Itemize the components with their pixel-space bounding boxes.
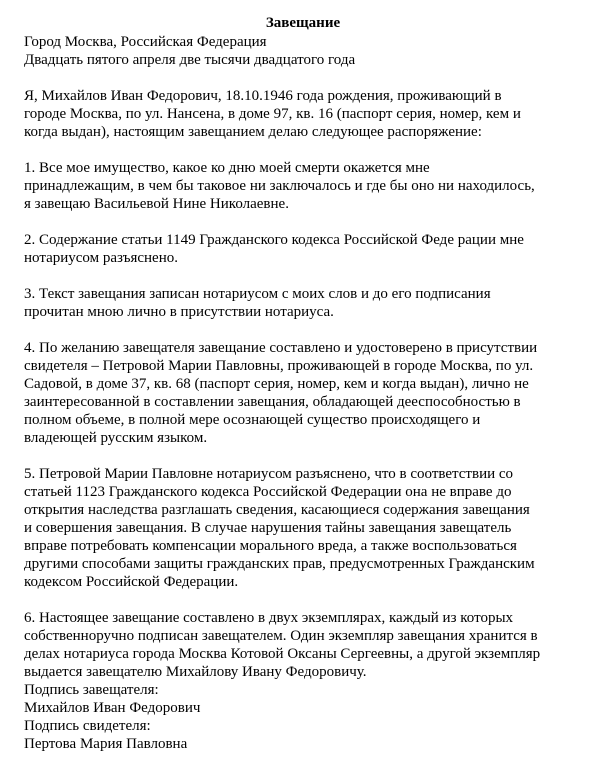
text-line: когда выдан), настоящим завещанием делаю следующее распоряжение: bbox=[24, 124, 482, 140]
clause-1 bbox=[24, 159, 582, 213]
clause-2 bbox=[24, 231, 582, 267]
text-line: другими способами защиты гражданских прав, предусмотренных Гражданским bbox=[24, 556, 535, 572]
witness-name: Пертова Мария Павловна bbox=[24, 736, 188, 752]
witness-signature-label: Подпись свидетеля: bbox=[24, 718, 151, 734]
text-line: выдается завещателю Михайлову Ивану Федоровичу. bbox=[24, 664, 367, 680]
text-line: 3. Текст завещания записан нотариусом с моих слов и до его подписания bbox=[24, 286, 491, 302]
place-line: Город Москва, Российская Федерация bbox=[24, 34, 267, 50]
text-line: Я, Михайлов Иван Федорович, 18.10.1946 года рождения, проживающий в bbox=[24, 88, 502, 104]
spacer bbox=[24, 321, 582, 339]
spacer bbox=[24, 591, 582, 609]
spacer bbox=[24, 69, 582, 87]
spacer bbox=[24, 447, 582, 465]
text-line: полном объеме, в полной мере осознающей существо происходящего и bbox=[24, 412, 481, 428]
spacer bbox=[24, 213, 582, 231]
testator-signature-label: Подпись завещателя: bbox=[24, 682, 159, 698]
text-line: открытия наследства разглашать сведения, касающиеся содержания завещания bbox=[24, 502, 530, 518]
text-line: 2. Содержание статьи 1149 Гражданского кодекса Российской Феде рации мне bbox=[24, 232, 524, 248]
signatures-block bbox=[24, 681, 582, 753]
spacer bbox=[24, 267, 582, 285]
text-line: нотариусом разъяснено. bbox=[24, 250, 178, 266]
text-line: прочитан мною лично в присутствии нотариуса. bbox=[24, 304, 334, 320]
text-line: 1. Все мое имущество, какое ко дню моей смерти окажется мне bbox=[24, 160, 430, 176]
document-title: Завещание bbox=[265, 15, 341, 31]
text-line: принадлежащим, в чем бы таковое ни заключалось и где бы оно ни находилось, bbox=[24, 178, 535, 194]
testator-name: Михайлов Иван Федорович bbox=[24, 700, 201, 716]
intro-paragraph bbox=[24, 87, 582, 141]
text-line: 4. По желанию завещателя завещание составлено и удостоверено в присутствии bbox=[24, 340, 538, 356]
text-line: 5. Петровой Марии Павловне нотариусом разъяснено, что в соответствии со bbox=[24, 466, 514, 482]
clause-5 bbox=[24, 465, 582, 591]
text-line: делах нотариуса города Москва Котовой Оксаны Сергеевны, а другой экземпляр bbox=[24, 646, 541, 662]
text-line: вправе потребовать компенсации морального вреда, а также воспользоваться bbox=[24, 538, 517, 554]
clause-6 bbox=[24, 609, 582, 681]
text-line: 6. Настоящее завещание составлено в двух экземплярах, каждый из которых bbox=[24, 610, 514, 626]
clause-3 bbox=[24, 285, 582, 321]
text-line: владеющей русским языком. bbox=[24, 430, 208, 446]
date-line: Двадцать пятого апреля две тысячи двадцатого года bbox=[24, 52, 356, 68]
text-line: и совершения завещания. В случае нарушения тайны завещания завещатель bbox=[24, 520, 512, 536]
text-line: свидетеля – Петровой Марии Павловны, проживающей в городе Москва, по ул. bbox=[24, 358, 534, 374]
text-line: я завещаю Васильевой Нине Николаевне. bbox=[24, 196, 289, 212]
spacer bbox=[24, 141, 582, 159]
text-line: городе Москва, по ул. Нансена, в доме 97, кв. 16 (паспорт серия, номер, кем и bbox=[24, 106, 521, 122]
text-line: заинтересованной в составлении завещания, обладающей дееспособностью в bbox=[24, 394, 521, 410]
clause-4 bbox=[24, 339, 582, 447]
text-line: Садовой, в доме 37, кв. 68 (паспорт серия, номер, кем и когда выдан), лично не bbox=[24, 376, 529, 392]
text-line: статьей 1123 Гражданского кодекса Российской Федерации она не вправе до bbox=[24, 484, 512, 500]
text-line: собственноручно подписан завещателем. Один экземпляр завещания хранится в bbox=[24, 628, 538, 644]
text-line: кодексом Российской Федерации. bbox=[24, 574, 239, 590]
